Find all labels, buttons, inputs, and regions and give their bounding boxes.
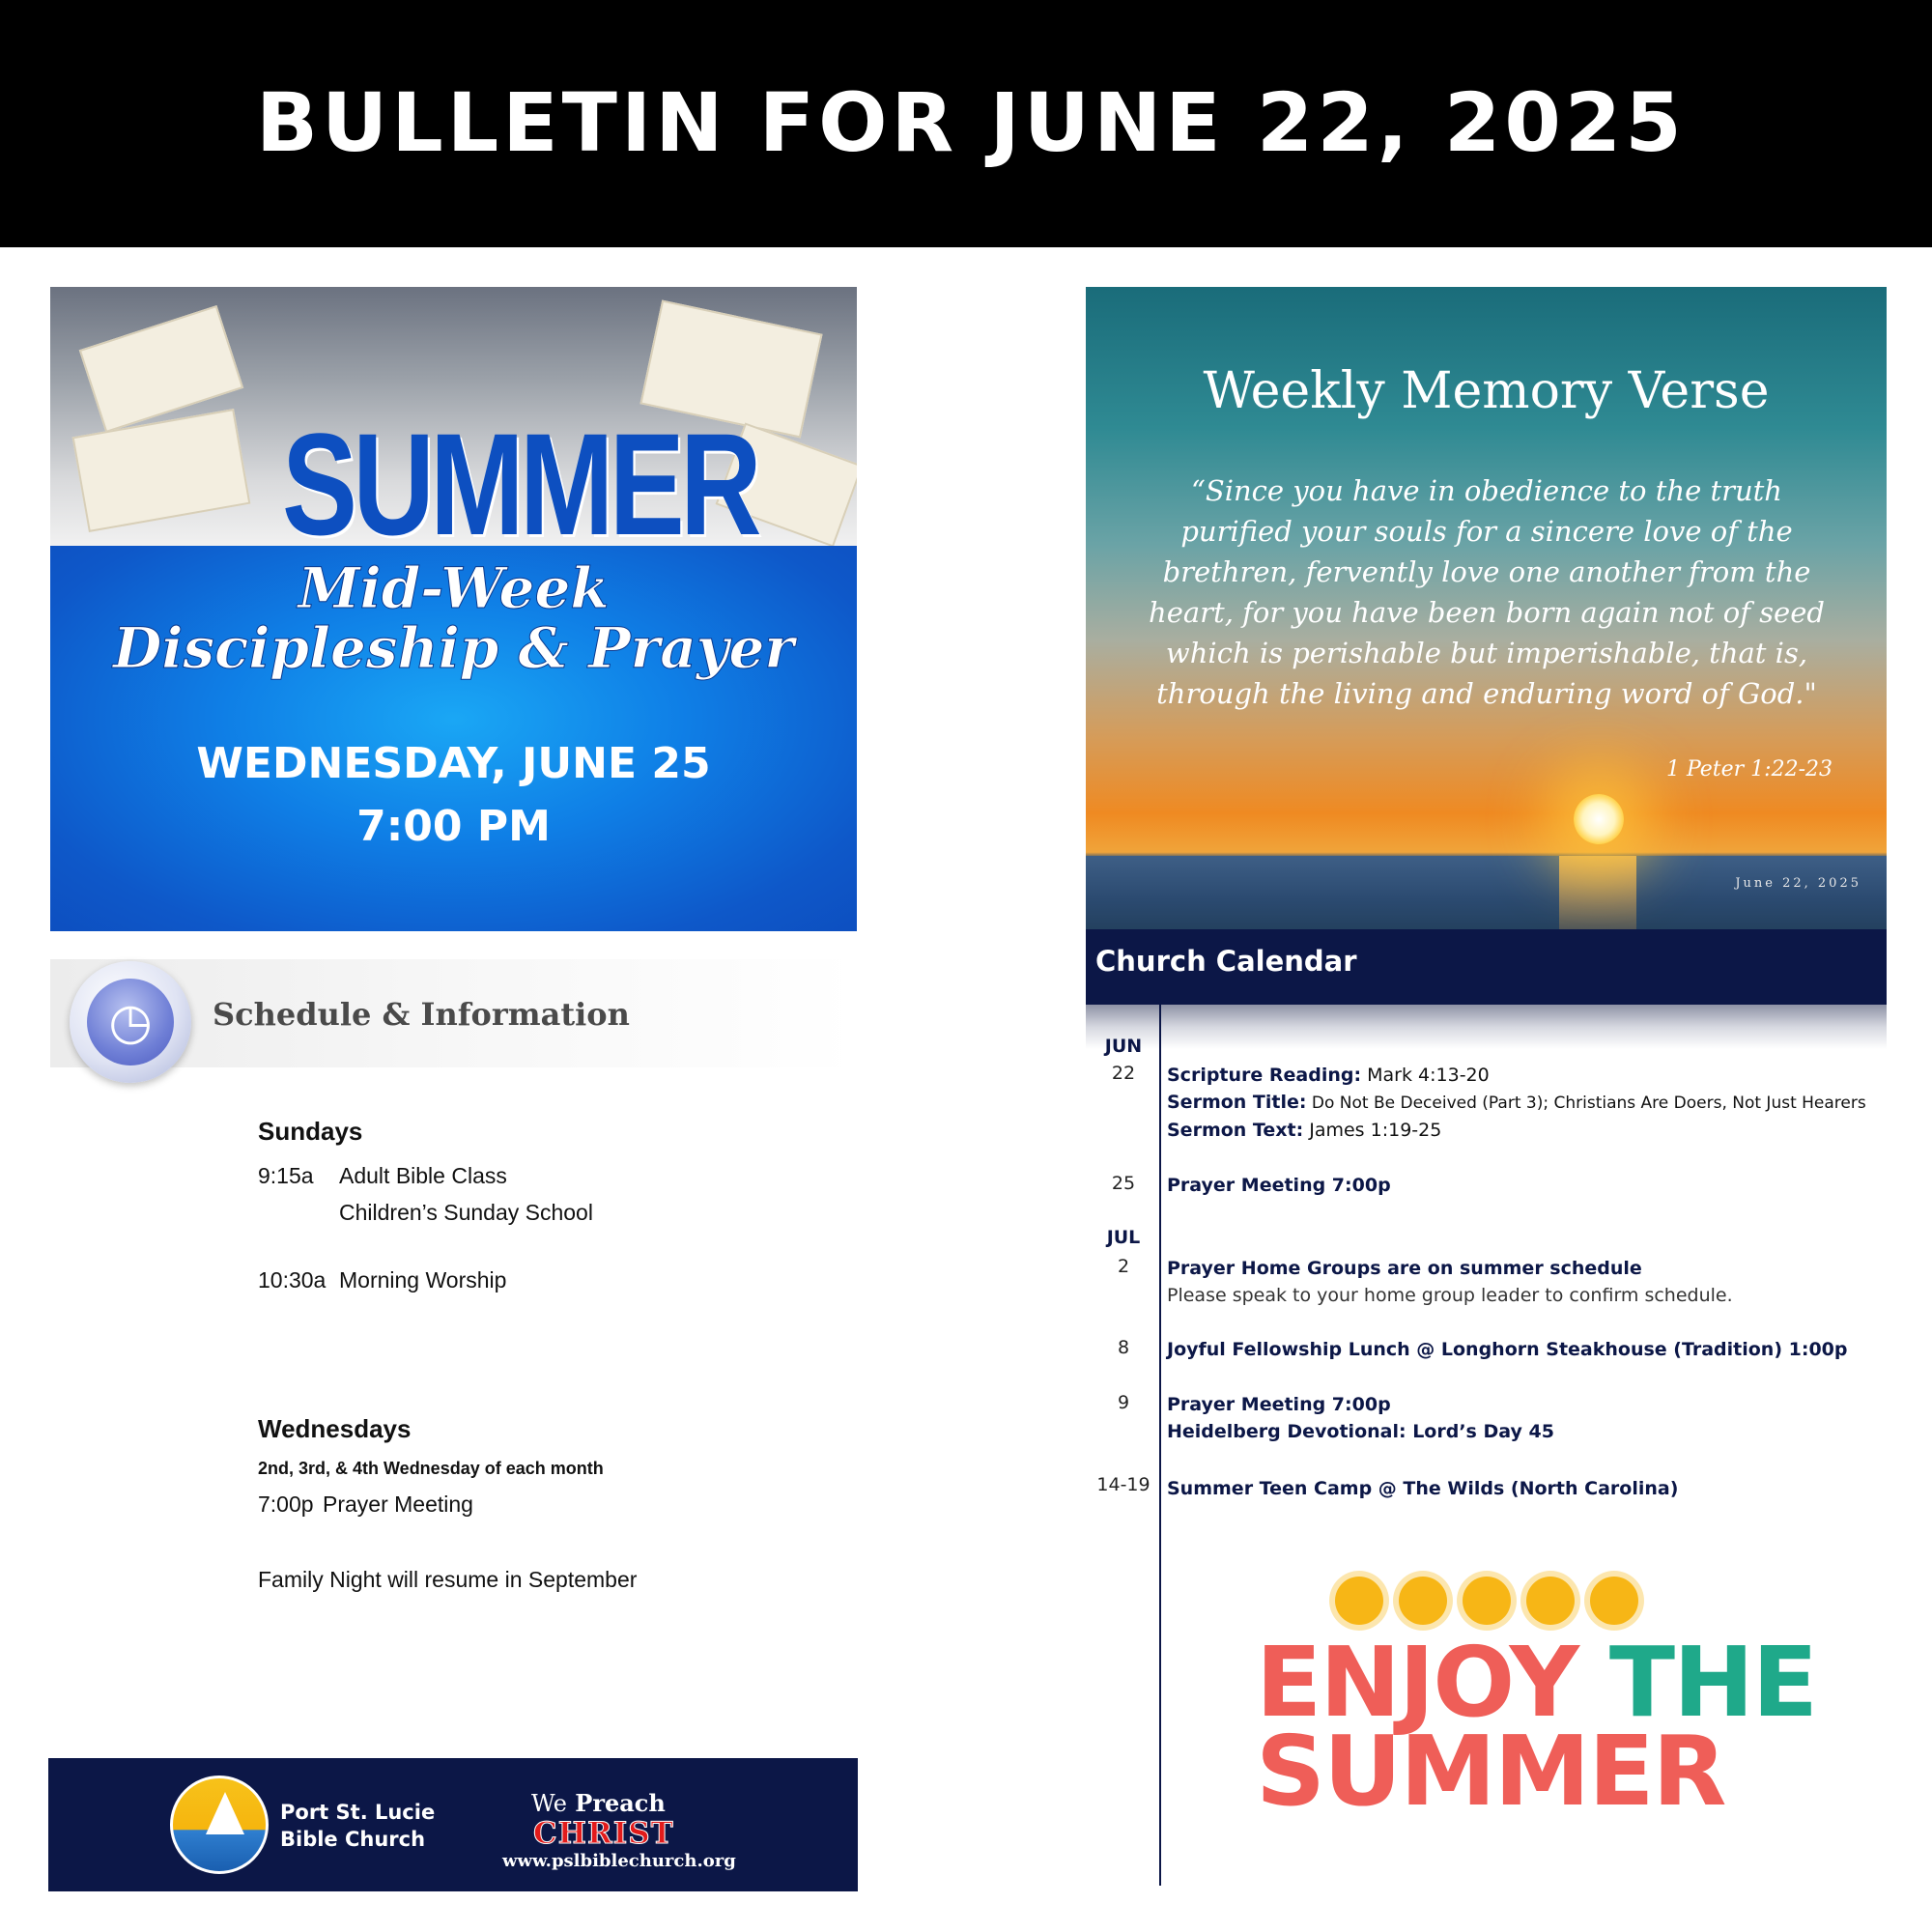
church-name	[280, 1799, 435, 1853]
cal-entry-2	[1167, 1255, 1882, 1309]
family-night-note: Family Night will resume in September	[258, 1567, 638, 1592]
wednesday-time: 7:00p	[258, 1492, 314, 1517]
cal-entry-2-note: Please speak to your home group leader to confirm schedule.	[1167, 1285, 1733, 1306]
wednesday-item: Prayer Meeting	[323, 1492, 473, 1517]
memory-verse-reference: 1 Peter 1:22-23	[1665, 757, 1833, 781]
calendar-title: Church Calendar	[1095, 945, 1357, 978]
cal-day-14-19: 14-19	[1096, 1474, 1151, 1495]
bulletin-header	[0, 0, 1932, 247]
memory-verse-date: June 22, 2025	[1735, 876, 1861, 891]
sun-reflection	[1559, 856, 1636, 929]
cal-entry-14-19-title: Summer Teen Camp @ The Wilds (North Carolina)	[1167, 1478, 1679, 1499]
memory-verse-text: “Since you have in obedience to the truth purified your souls for a sincere love of the brethren, fervently love one another from the heart, for you have been born again not of seed which is perishable but imperishable, that is, through the living and enduring word of God."	[1149, 474, 1825, 710]
month-jul: JUL	[1106, 1227, 1141, 1248]
calendar-divider	[1159, 1005, 1161, 1886]
sermon-title-label: Sermon Title:	[1167, 1092, 1307, 1113]
cal-entry-25	[1167, 1172, 1882, 1199]
sermon-text-value: James 1:19-25	[1303, 1120, 1442, 1141]
summer-word: SUMMER	[1256, 1715, 1725, 1828]
summer-headline: SUMMER	[282, 403, 757, 565]
church-name-line2: Bible Church	[280, 1828, 426, 1851]
we-preach-text	[531, 1789, 666, 1817]
sun-row	[1327, 1571, 1656, 1629]
sun-icon	[1590, 1577, 1638, 1625]
memory-verse-card	[1086, 287, 1887, 929]
cal-entry-22	[1167, 1062, 1882, 1144]
church-name-line1: Port St. Lucie	[280, 1801, 436, 1824]
schedule-banner	[50, 959, 857, 1067]
cal-day-9: 9	[1117, 1392, 1130, 1413]
calendar-header	[1086, 929, 1887, 1005]
enjoy-word: ENJOY	[1256, 1626, 1578, 1739]
cal-day-8: 8	[1117, 1337, 1130, 1358]
summer-flyer	[50, 287, 857, 931]
sunset-sun	[1574, 794, 1624, 844]
discipleship-title: Discipleship & Prayer	[113, 615, 794, 681]
sun-icon	[1463, 1577, 1511, 1625]
bulletin-title: BULLETIN FOR JUNE 22, 2025	[256, 75, 1686, 170]
sun-icon	[1526, 1577, 1575, 1625]
sun-icon	[1399, 1577, 1447, 1625]
cal-entry-9-title: Prayer Meeting 7:00p	[1167, 1394, 1391, 1415]
memory-verse-title: Weekly Memory Verse	[1203, 362, 1770, 420]
cal-entry-2-title: Prayer Home Groups are on summer schedule	[1167, 1258, 1642, 1279]
we-text: We	[531, 1790, 567, 1817]
sunday-time-3: 10:30a	[258, 1267, 327, 1293]
wednesdays-heading: Wednesdays	[258, 1414, 412, 1443]
preach-text: Preach	[575, 1789, 666, 1817]
sundays-heading: Sundays	[258, 1117, 363, 1146]
scripture-value: Mark 4:13-20	[1361, 1065, 1490, 1086]
sunday-item-1: Adult Bible Class	[339, 1163, 507, 1188]
cal-entry-25-title: Prayer Meeting 7:00p	[1167, 1175, 1391, 1196]
sunday-time-1: 9:15a	[258, 1163, 314, 1188]
cal-entry-9	[1167, 1391, 1882, 1445]
sun-icon	[1335, 1577, 1383, 1625]
schedule-title: Schedule & Information	[213, 996, 630, 1033]
cal-entry-9-title2: Heidelberg Devotional: Lord’s Day 45	[1167, 1421, 1554, 1442]
flyer-date: WEDNESDAY, JUNE 25	[196, 739, 711, 788]
sunday-item-3: Morning Worship	[339, 1267, 507, 1293]
clock-icon: ◷	[70, 961, 191, 1083]
sermon-text-label: Sermon Text:	[1167, 1120, 1304, 1141]
wednesday-note: 2nd, 3rd, & 4th Wednesday of each month	[258, 1459, 604, 1478]
scripture-label: Scripture Reading:	[1167, 1065, 1362, 1086]
cal-entry-14-19	[1167, 1475, 1882, 1502]
sunday-item-2: Children’s Sunday School	[339, 1200, 593, 1225]
cal-day-2: 2	[1117, 1256, 1130, 1277]
the-word: THE	[1608, 1626, 1817, 1739]
cal-day-22: 22	[1111, 1063, 1136, 1084]
flyer-time: 7:00 PM	[356, 802, 551, 851]
month-jun: JUN	[1104, 1036, 1143, 1057]
midweek-title: Mid-Week	[298, 555, 610, 621]
cal-day-25: 25	[1111, 1173, 1136, 1194]
sermon-title-value: Do Not Be Deceived (Part 3); Christians Are Doers, Not Just Hearers	[1306, 1094, 1866, 1113]
church-logo	[170, 1776, 269, 1874]
christ-text: CHRIST	[533, 1816, 674, 1851]
church-website: www.pslbiblechurch.org	[502, 1851, 736, 1871]
church-footer-banner	[48, 1758, 858, 1891]
calendar-header-fade	[1086, 1005, 1887, 1049]
cal-entry-8	[1167, 1336, 1882, 1363]
cal-entry-8-title: Joyful Fellowship Lunch @ Longhorn Steakhouse (Tradition) 1:00p	[1167, 1339, 1848, 1360]
ocean	[1086, 856, 1887, 929]
